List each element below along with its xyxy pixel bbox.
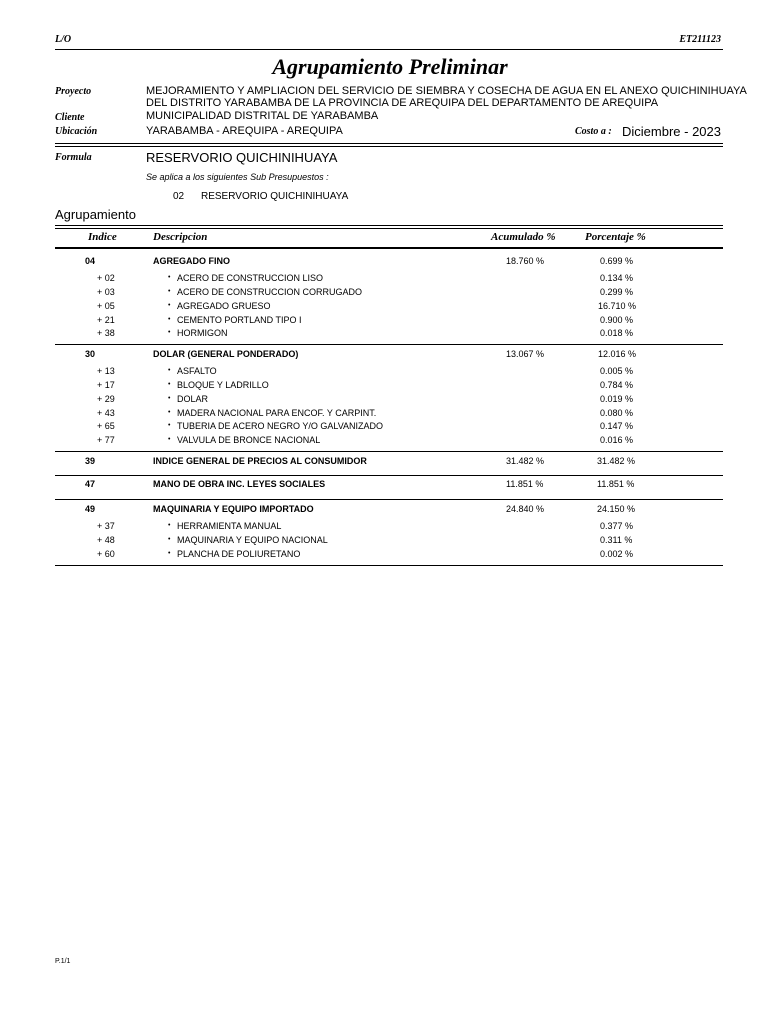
bullet-icon: • xyxy=(168,409,171,416)
page-number: P.1/1 xyxy=(55,958,71,965)
item-code: + 37 xyxy=(97,521,115,531)
item-name: ACERO DE CONSTRUCCION CORRUGADO xyxy=(177,287,363,297)
costo-label: Costo a : xyxy=(575,126,612,137)
col-acumulado: Acumulado % xyxy=(491,231,556,243)
sub-presupuesto-name: RESERVORIO QUICHINIHUAYA xyxy=(201,191,349,202)
group-code: 04 xyxy=(85,256,96,266)
item-code: + 43 xyxy=(97,408,115,418)
item-porcentaje: 16.710 % xyxy=(598,301,637,311)
item-porcentaje: 0.018 % xyxy=(600,328,634,338)
proyecto-label: Proyecto xyxy=(55,86,92,97)
sub-presupuesto-code: 02 xyxy=(173,191,185,202)
item-name: MAQUINARIA Y EQUIPO NACIONAL xyxy=(177,535,328,545)
info-rule-2 xyxy=(55,146,723,147)
group-acumulado: 24.840 % xyxy=(506,504,545,514)
header-rule xyxy=(55,49,723,50)
group-code: 49 xyxy=(85,504,96,514)
item-name: TUBERIA DE ACERO NEGRO Y/O GALVANIZADO xyxy=(177,421,384,431)
item-name: HORMIGON xyxy=(177,328,228,338)
item-code: + 02 xyxy=(97,273,115,283)
item-porcentaje: 0.377 % xyxy=(600,521,634,531)
group-separator xyxy=(55,475,723,476)
group-code: 39 xyxy=(85,456,96,466)
item-code: + 05 xyxy=(97,301,115,311)
bullet-icon: • xyxy=(168,329,171,336)
item-code: + 38 xyxy=(97,328,115,338)
header-right-code: ET211123 xyxy=(679,34,721,45)
section-title: Agrupamiento xyxy=(55,207,136,222)
group-separator xyxy=(55,499,723,500)
item-name: BLOQUE Y LADRILLO xyxy=(177,380,269,390)
bullet-icon: • xyxy=(168,522,171,529)
item-code: + 65 xyxy=(97,421,115,431)
group-name: DOLAR (GENERAL PONDERADO) xyxy=(153,349,299,359)
table-top-rule-2 xyxy=(55,228,723,229)
bullet-icon: • xyxy=(168,288,171,295)
group-porcentaje: 12.016 % xyxy=(598,349,637,359)
bullet-icon: • xyxy=(168,550,171,557)
group-porcentaje: 31.482 % xyxy=(597,456,636,466)
bullet-icon: • xyxy=(168,367,171,374)
group-separator xyxy=(55,344,723,345)
group-acumulado: 18.760 % xyxy=(506,256,545,266)
item-code: + 60 xyxy=(97,549,115,559)
item-code: + 03 xyxy=(97,287,115,297)
group-name: INDICE GENERAL DE PRECIOS AL CONSUMIDOR xyxy=(153,456,367,466)
group-name: MANO DE OBRA INC. LEYES SOCIALES xyxy=(153,479,326,489)
header-bottom-rule xyxy=(55,247,723,249)
bullet-icon: • xyxy=(168,422,171,429)
group-porcentaje: 11.851 % xyxy=(597,479,635,489)
item-name: VALVULA DE BRONCE NACIONAL xyxy=(177,435,321,445)
item-code: + 29 xyxy=(97,394,115,404)
cliente-value: MUNICIPALIDAD DISTRITAL DE YARABAMBA xyxy=(146,110,379,122)
item-porcentaje: 0.019 % xyxy=(600,394,634,404)
item-porcentaje: 0.134 % xyxy=(600,273,634,283)
item-code: + 17 xyxy=(97,380,115,390)
table-bottom-rule xyxy=(55,565,723,566)
group-name: AGREGADO FINO xyxy=(153,256,231,266)
group-acumulado: 13.067 % xyxy=(506,349,545,359)
bullet-icon: • xyxy=(168,274,171,281)
formula-label: Formula xyxy=(55,152,92,163)
proyecto-value-line1: MEJORAMIENTO Y AMPLIACION DEL SERVICIO DE SIEMBRA Y COSECHA DE AGUA EN EL ANEXO QUICHINIHUAYA xyxy=(146,85,747,97)
col-porcentaje: Porcentaje % xyxy=(585,231,646,243)
item-porcentaje: 0.299 % xyxy=(600,287,634,297)
item-name: CEMENTO PORTLAND TIPO I xyxy=(177,315,302,325)
group-separator xyxy=(55,451,723,452)
bullet-icon: • xyxy=(168,436,171,443)
col-descripcion: Descripcion xyxy=(153,231,208,243)
item-name: MADERA NACIONAL PARA ENCOF. Y CARPINT. xyxy=(177,408,377,418)
group-acumulado: 11.851 % xyxy=(506,479,544,489)
group-porcentaje: 24.150 % xyxy=(597,504,636,514)
col-indice: Indice xyxy=(88,231,117,243)
bullet-icon: • xyxy=(168,381,171,388)
item-code: + 48 xyxy=(97,535,115,545)
item-code: + 13 xyxy=(97,366,115,376)
item-name: DOLAR xyxy=(177,394,209,404)
page-title: Agrupamiento Preliminar xyxy=(272,54,508,79)
item-porcentaje: 0.784 % xyxy=(600,380,634,390)
item-porcentaje: 0.080 % xyxy=(600,408,634,418)
item-porcentaje: 0.016 % xyxy=(600,435,634,445)
group-code: 47 xyxy=(85,479,96,489)
bullet-icon: • xyxy=(168,316,171,323)
item-porcentaje: 0.005 % xyxy=(600,366,634,376)
item-name: PLANCHA DE POLIURETANO xyxy=(177,549,301,559)
item-porcentaje: 0.900 % xyxy=(600,315,634,325)
cliente-label: Cliente xyxy=(55,112,85,123)
item-porcentaje: 0.002 % xyxy=(600,549,634,559)
item-porcentaje: 0.311 % xyxy=(600,535,633,545)
item-porcentaje: 0.147 % xyxy=(600,421,634,431)
table-top-rule-1 xyxy=(55,225,723,226)
ubicacion-value: YARABAMBA - AREQUIPA - AREQUIPA xyxy=(146,125,343,137)
group-porcentaje: 0.699 % xyxy=(600,256,634,266)
group-name: MAQUINARIA Y EQUIPO IMPORTADO xyxy=(153,504,314,514)
formula-value: RESERVORIO QUICHINIHUAYA xyxy=(146,150,338,165)
info-rule-1 xyxy=(55,143,723,144)
item-name: ASFALTO xyxy=(177,366,217,376)
formula-applies-text: Se aplica a los siguientes Sub Presupuestos : xyxy=(146,172,329,182)
item-code: + 77 xyxy=(97,435,115,445)
proyecto-value-line2: DEL DISTRITO YARABAMBA DE LA PROVINCIA DE AREQUIPA DEL DEPARTAMENTO DE AREQUIPA xyxy=(146,97,659,109)
costo-value: Diciembre - 2023 xyxy=(622,124,721,139)
item-name: AGREGADO GRUESO xyxy=(177,301,271,311)
group-acumulado: 31.482 % xyxy=(506,456,545,466)
item-name: ACERO DE CONSTRUCCION LISO xyxy=(177,273,324,283)
bullet-icon: • xyxy=(168,536,171,543)
ubicacion-label: Ubicación xyxy=(55,126,98,137)
item-code: + 21 xyxy=(97,315,115,325)
group-code: 30 xyxy=(85,349,96,359)
bullet-icon: • xyxy=(168,395,171,402)
header-left-code: L/O xyxy=(55,34,72,45)
bullet-icon: • xyxy=(168,302,171,309)
item-name: HERRAMIENTA MANUAL xyxy=(177,521,282,531)
